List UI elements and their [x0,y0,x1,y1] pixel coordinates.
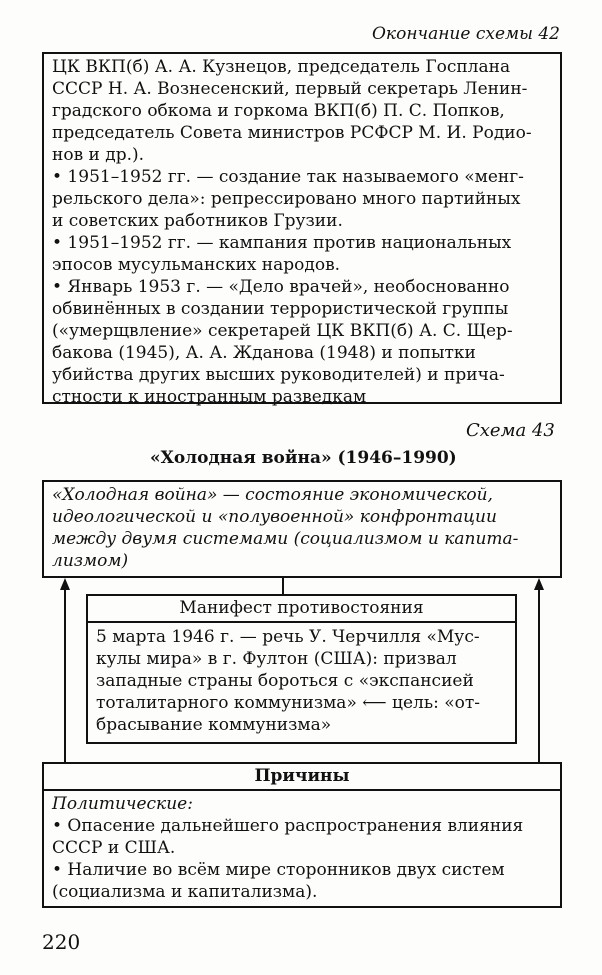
scheme42-line: бакова (1945), А. А. Жданова (1948) и попытки [52,343,476,363]
scheme42-line: стности к иностранным разведкам [52,387,367,407]
scheme42-line: эпосов мусульманских народов. [52,255,341,275]
scheme42-line: ЦК ВКП(б) А. А. Кузнецов, председатель Госплана [52,57,511,77]
continuation-label: Окончание схемы 42 [372,24,560,44]
scheme42-line: • 1951–1952 гг. — кампания против национальных [52,233,512,253]
scheme42-line: • 1951–1952 гг. — создание так называемого «менг- [52,167,524,187]
manifest-box [86,594,517,744]
scheme42-line: градского обкома и горкома ВКП(б) П. С. Попков, [52,101,505,121]
scheme42-line: («умерщвление» секретарей ЦК ВКП(б) А. С. Щер- [52,321,513,341]
definition-line: между двумя системами (социализмом и капита- [52,529,519,549]
scheme42-line: • Январь 1953 г. — «Дело врачей», необоснованно [52,277,510,297]
causes-text [44,791,560,903]
manifest-line: западные страны бороться с «экспансией [96,671,474,691]
manifest-line: тоталитарного коммунизма» ⟵ цель: «от- [96,693,480,713]
causes-line: • Опасение дальнейшего распространения влияния [52,816,524,836]
scheme42-line: СССР Н. А. Вознесенский, первый секретарь Ленин- [52,79,528,99]
causes-line: • Наличие во всём мире сторонников двух систем [52,860,505,880]
causes-subtitle: Политические: [52,794,193,814]
scheme42-line: и советских работников Грузии. [52,211,343,231]
manifest-line: 5 марта 1946 г. — речь У. Черчилля «Мус- [96,627,480,647]
definition-line: идеологической и «полувоенной» конфронтации [52,507,497,527]
causes-line: (социализма и капитализма). [52,882,318,902]
causes-title: Причины [44,764,560,791]
manifest-line: кулы мира» в г. Фултон (США): призвал [96,649,457,669]
causes-box [42,762,562,908]
manifest-text [88,623,515,736]
scheme42-line: убийства других высших руководителей) и прича- [52,365,505,385]
causes-line: СССР и США. [52,838,176,858]
scheme42-line: рельского дела»: репрессировано много партийных [52,189,521,209]
definition-line: лизмом) [52,551,129,571]
definition-line: «Холодная война» — состояние экономической, [52,485,493,505]
scheme42-line: председатель Совета министров РСФСР М. И. Родио- [52,123,532,143]
scheme42-line: обвинённых в создании террористической группы [52,299,509,319]
scheme43-label: Схема 43 [466,420,555,441]
manifest-line: брасывание коммунизма» [96,715,332,735]
page-number: 220 [42,930,81,954]
scheme42-line: нов и др.). [52,145,145,165]
manifest-title: Манифест противостояния [88,596,515,623]
scheme43-title: «Холодная война» (1946–1990) [150,448,457,468]
